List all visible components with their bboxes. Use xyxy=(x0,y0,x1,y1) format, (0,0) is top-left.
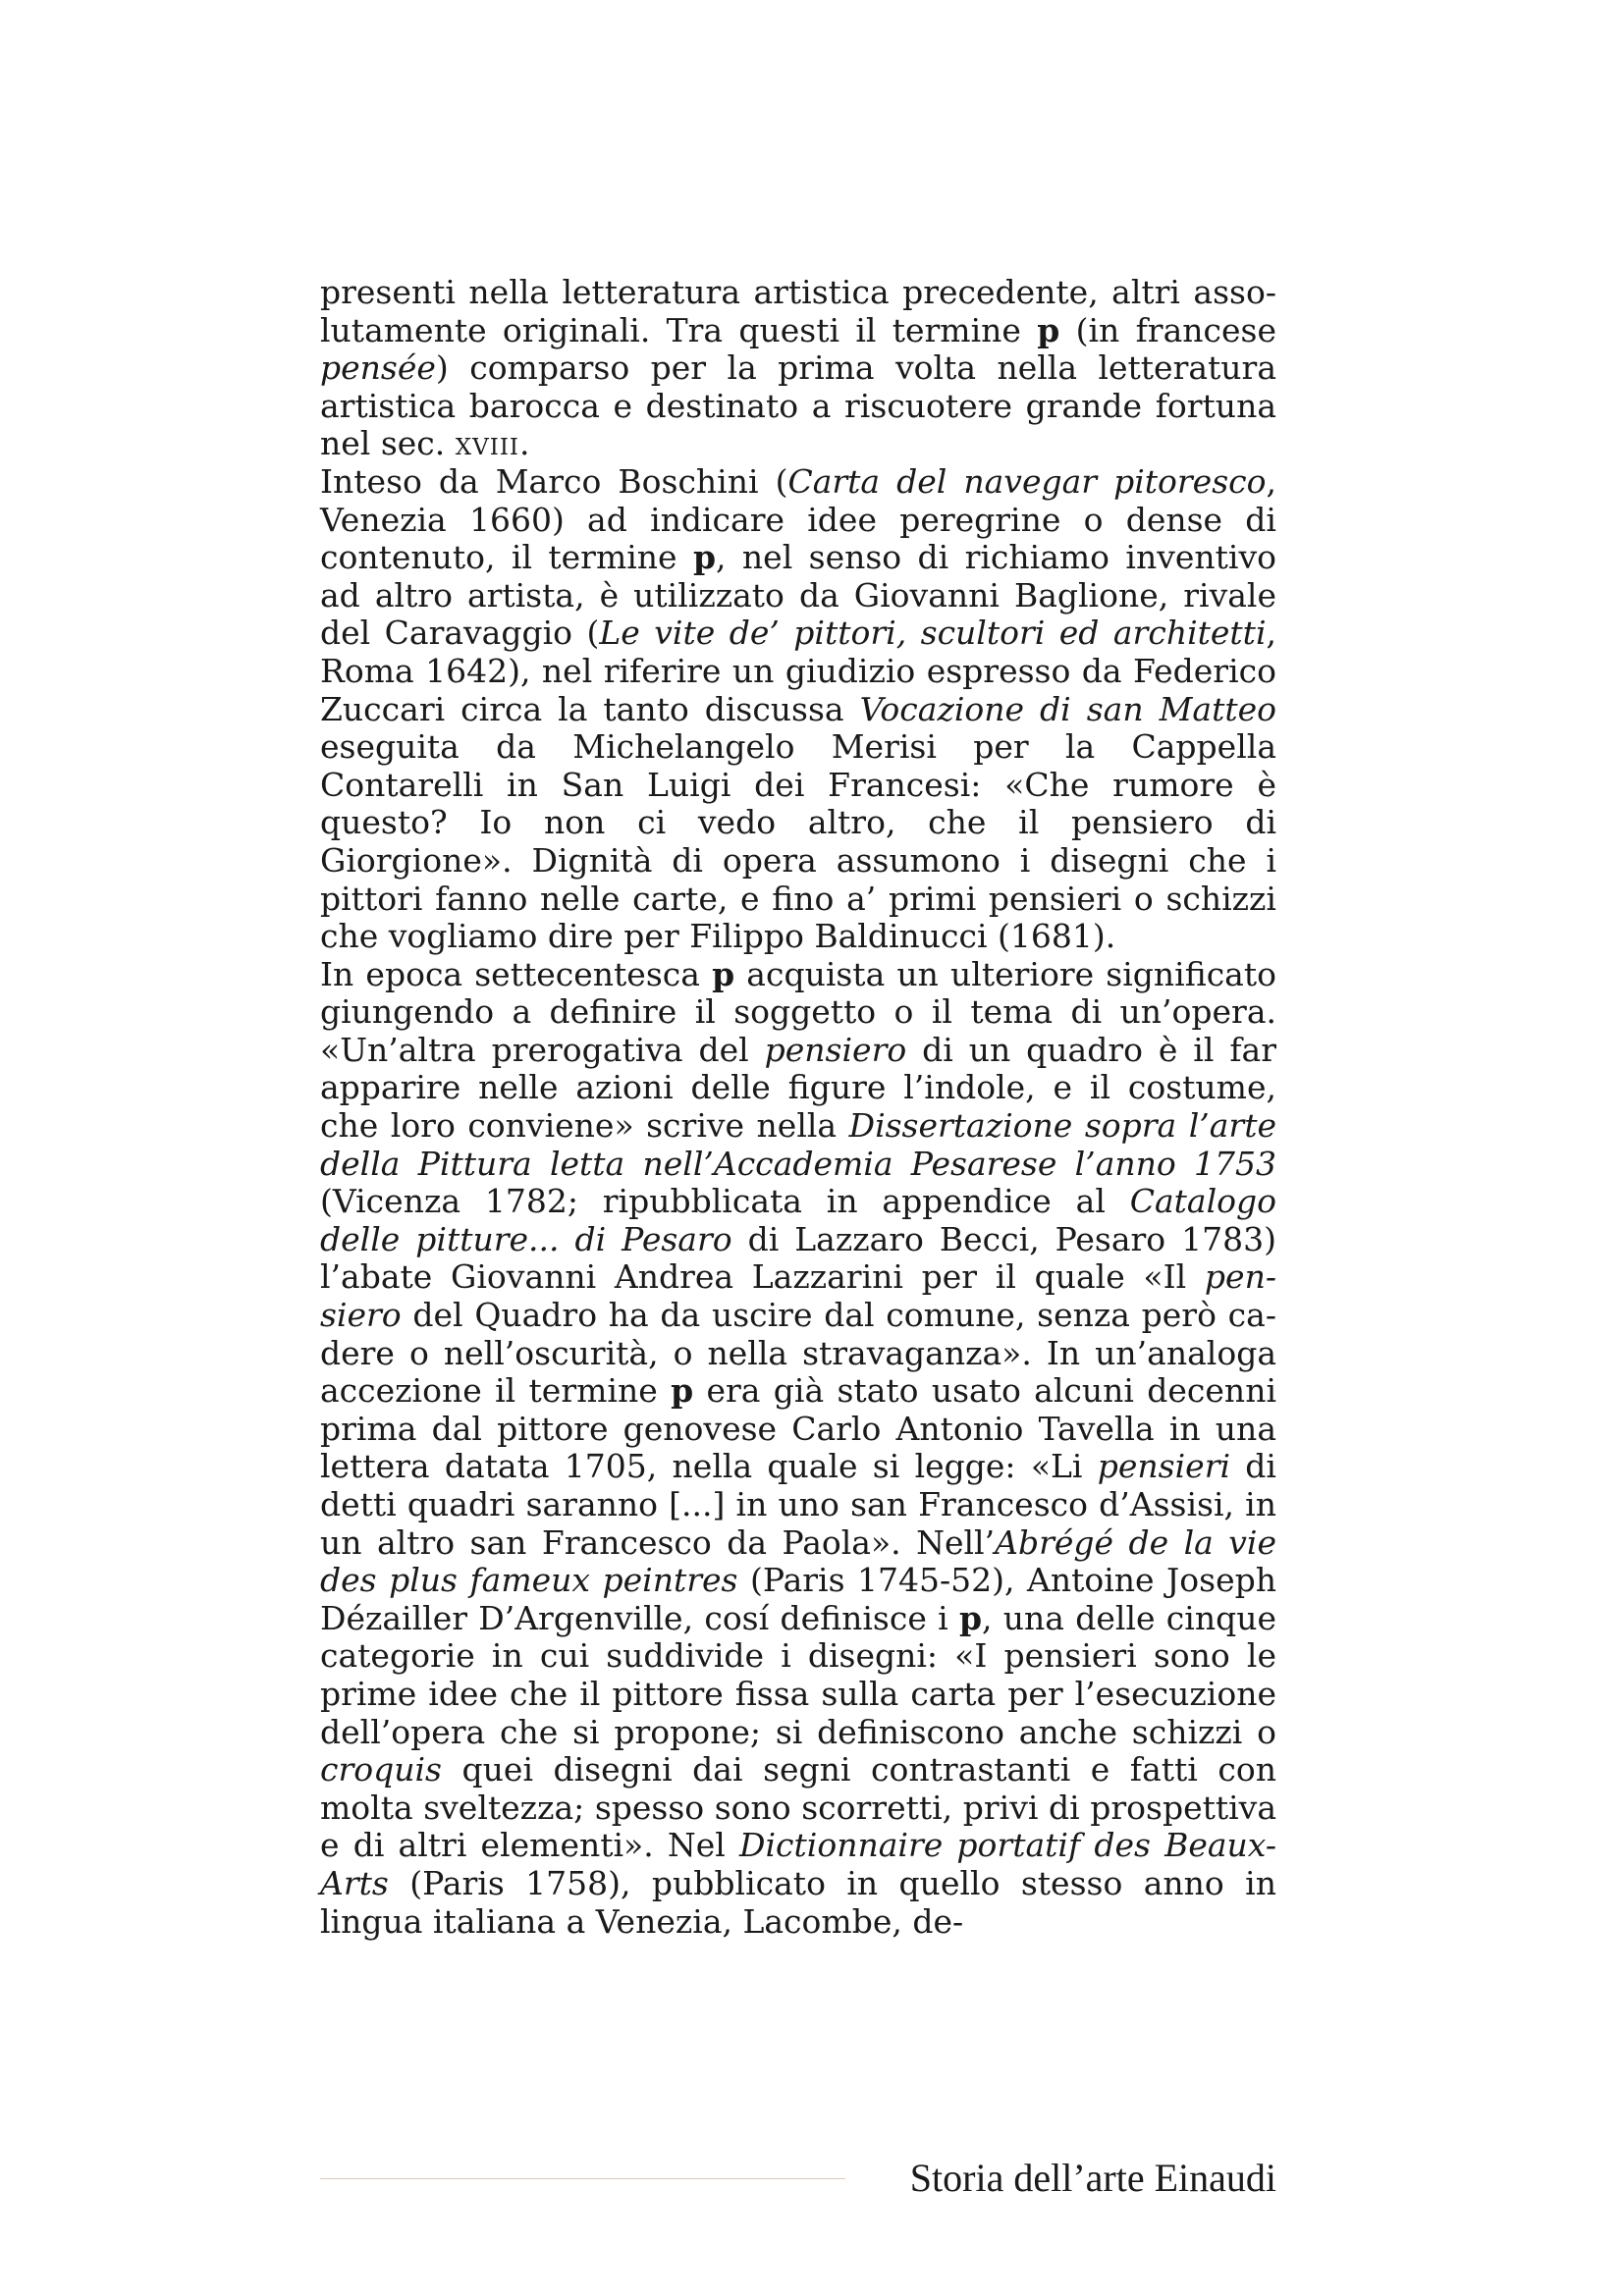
text-run: eseguita da Michelangelo Merisi per la Cappella Contarelli in San Luigi dei Francesi: «Che rumore è questo? Io non ci vedo altro, che il pensiero di Giorgione». Dignità di opera assumono i disegni che i pittori fanno nelle carte, e fino a’ primi pensieri o schizzi che vogliamo dire per Filippo Baldinucci (1681). xyxy=(320,727,1276,956)
text-run: (Paris 1758), pubblicato in quello stesso anno in lingua italiana a Venezia, Lacombe, de- xyxy=(320,1863,1276,1941)
century-numeral: xviii. xyxy=(455,424,531,463)
italic-term: pensiero xyxy=(320,1257,1276,1335)
italic-title: Le vite de’ pittori, scultori ed architetti xyxy=(599,614,1267,653)
text-run: (Paris 1745-52), Antoine Joseph Dézailler D’Argenville, cosí definisce i xyxy=(320,1561,1276,1637)
text-run: (Vicenza 1782; ripubblicata in appendice al xyxy=(320,1182,1130,1221)
text-run: del Quadro ha da uscire dal comune, senza però cadere o nell’oscurità, o nella stravaganza». In un’analoga accezione il termine xyxy=(320,1296,1276,1411)
italic-title: Dissertazione sopra l’arte della Pittura letta nell’Accademia Pesarese l’anno 1753 xyxy=(320,1106,1276,1183)
paragraph-2 xyxy=(320,463,1276,956)
text-run: , una delle cinque categorie in cui suddivide i disegni: «I pensieri sono le prime idee che il pittore fissa sulla carta per l’esecuzione dell’opera che si propone; si definiscono anche schizzi o xyxy=(320,1598,1276,1751)
text-run: era già stato usato alcuni decenni prima dal pittore genovese Carlo Antonio Tavella in una lettera datata 1705, nella quale si legge: «Li xyxy=(320,1371,1276,1486)
footer-divider xyxy=(320,2178,845,2179)
main-text-column xyxy=(320,274,1276,1941)
paragraph-1 xyxy=(320,274,1276,463)
text-run: presenti nella letteratura artistica precedente, altri assolutamente originali. Tra questi il termine xyxy=(320,273,1276,349)
entry-abbreviation: p xyxy=(692,538,717,577)
entry-abbreviation: p xyxy=(1037,310,1060,349)
footer-series-title: Storia dell’arte Einaudi xyxy=(909,2156,1276,2200)
italic-term: pensiero xyxy=(764,1030,907,1069)
italic-term: pensieri xyxy=(1097,1447,1231,1486)
text-run: (in francese xyxy=(1059,310,1276,349)
entry-abbreviation: p xyxy=(958,1598,983,1637)
page-footer xyxy=(320,2156,1276,2201)
text-run: di Lazzaro Becci, Pesaro 1783) l’abate Giovanni Andrea Lazzarini per il quale «Il xyxy=(320,1219,1276,1297)
text-run: ) comparso per la prima volta nella letteratura artistica barocca e destinato a riscuotere grande fortuna nel sec. xyxy=(320,348,1276,463)
italic-term: pensée xyxy=(320,348,436,388)
text-run: , nel senso di richiamo inventivo ad altro artista, è utilizzato da Giovanni Baglione, rivale del Caravaggio ( xyxy=(320,538,1276,653)
text-run: Inteso da Marco Boschini ( xyxy=(320,461,788,501)
text-run: di detti quadri saranno [...] in uno san Francesco d’Assisi, in un altro san Francesco da Paola». Nell’ xyxy=(320,1447,1276,1562)
text-run: In epoca settecentesca xyxy=(320,954,713,993)
italic-title: Abrégé de la vie des plus fameux peintres xyxy=(320,1522,1276,1600)
italic-title: Catalogo delle pitture... di Pesaro xyxy=(320,1182,1276,1258)
text-run: quei disegni dai segni contrastanti e fatti con molta sveltezza; spesso sono scorretti, privi di prospettiva e di altri elementi». Nel xyxy=(320,1750,1276,1865)
entry-abbreviation: p xyxy=(671,1371,694,1411)
paragraph-3 xyxy=(320,956,1276,1941)
text-run: di un quadro è il far apparire nelle azioni delle figure l’indole, e il costume, che loro conviene» scrive nella xyxy=(320,1030,1276,1146)
italic-title: Vocazione di san Matteo xyxy=(859,689,1277,728)
italic-term: croquis xyxy=(320,1750,442,1789)
italic-title: Carta del navegar pitoresco xyxy=(787,461,1267,501)
text-run: , Venezia 1660) ad indicare idee peregrine o dense di contenuto, il termine xyxy=(320,461,1276,577)
text-run: , Roma 1642), nel riferire un giudizio espresso da Federico Zuccari circa la tanto discussa xyxy=(320,614,1276,728)
italic-title: Dictionnaire portatif des Beaux-Arts xyxy=(320,1826,1276,1902)
entry-abbreviation: p xyxy=(712,954,735,993)
text-run: acquista un ulteriore significato giungendo a definire il soggetto o il tema di un’opera. «Un’altra prerogativa del xyxy=(320,954,1276,1069)
